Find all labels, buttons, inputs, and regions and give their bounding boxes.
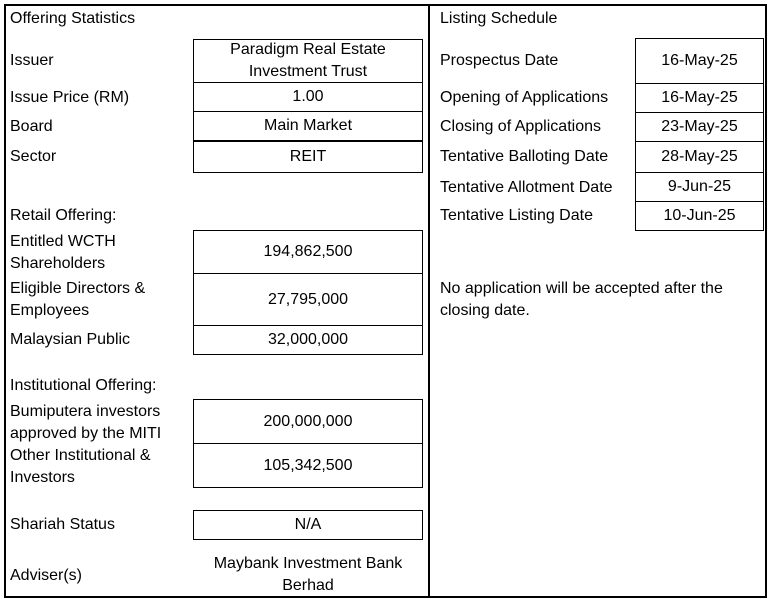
application-note <box>440 278 765 322</box>
other-institutional-label-line2: Investors <box>10 469 75 486</box>
listing-schedule-title: Listing Schedule <box>440 10 558 27</box>
adviser-value-line2: Berhad <box>282 577 334 594</box>
wcth-label-line2: Shareholders <box>10 255 106 272</box>
adviser-value-line1: Maybank Investment Bank <box>213 555 403 572</box>
sector-label: Sector <box>10 148 57 165</box>
schedule-row-value: 16-May-25 <box>635 83 764 113</box>
other-institutional-value: 105,342,500 <box>193 443 423 488</box>
issuer-value <box>193 39 423 83</box>
wcth-label-line1: Entitled WCTH <box>10 233 116 250</box>
schedule-row-label: Tentative Balloting Date <box>440 148 609 165</box>
board-value: Main Market <box>193 111 423 141</box>
issuer-label: Issuer <box>10 52 54 69</box>
schedule-row-label: Closing of Applications <box>440 118 601 135</box>
directors-label-line2: Employees <box>10 302 90 319</box>
institutional-offering-heading: Institutional Offering: <box>10 377 157 394</box>
public-value: 32,000,000 <box>193 325 423 355</box>
bumiputera-label-line2: approved by the MITI <box>10 425 162 442</box>
issue-price-label: Issue Price (RM) <box>10 89 130 106</box>
bumiputera-label-line1: Bumiputera investors <box>10 403 161 420</box>
issuer-value-line2: Investment Trust <box>248 63 368 80</box>
adviser-label: Adviser(s) <box>10 567 83 584</box>
adviser-value <box>193 553 423 597</box>
retail-offering-heading: Retail Offering: <box>10 207 117 224</box>
shariah-status-value: N/A <box>193 510 423 540</box>
board-label: Board <box>10 118 53 135</box>
issuer-value-line1: Paradigm Real Estate <box>230 41 386 58</box>
schedule-row-value: 16-May-25 <box>635 38 764 84</box>
application-note-line2: closing date. <box>440 302 530 319</box>
schedule-row-label: Prospectus Date <box>440 52 559 69</box>
issue-price-value: 1.00 <box>193 82 423 112</box>
schedule-row-value: 9-Jun-25 <box>635 172 764 202</box>
public-label: Malaysian Public <box>10 331 131 348</box>
offering-statistics-title: Offering Statistics <box>10 10 136 27</box>
schedule-row-label: Opening of Applications <box>440 89 609 106</box>
schedule-row-label: Tentative Listing Date <box>440 207 593 224</box>
other-institutional-label-line1: Other Institutional & <box>10 447 151 464</box>
shariah-status-label: Shariah Status <box>10 516 115 533</box>
schedule-row-value: 23-May-25 <box>635 112 764 142</box>
directors-label-line1: Eligible Directors & <box>10 280 146 297</box>
bumiputera-value: 200,000,000 <box>193 399 423 444</box>
schedule-row-value: 10-Jun-25 <box>635 201 764 231</box>
application-note-line1: No application will be accepted after the <box>440 280 723 297</box>
wcth-value: 194,862,500 <box>193 230 423 274</box>
directors-value: 27,795,000 <box>193 273 423 326</box>
schedule-row-value: 28-May-25 <box>635 141 764 173</box>
schedule-row-label: Tentative Allotment Date <box>440 179 613 196</box>
sector-value: REIT <box>193 141 423 173</box>
